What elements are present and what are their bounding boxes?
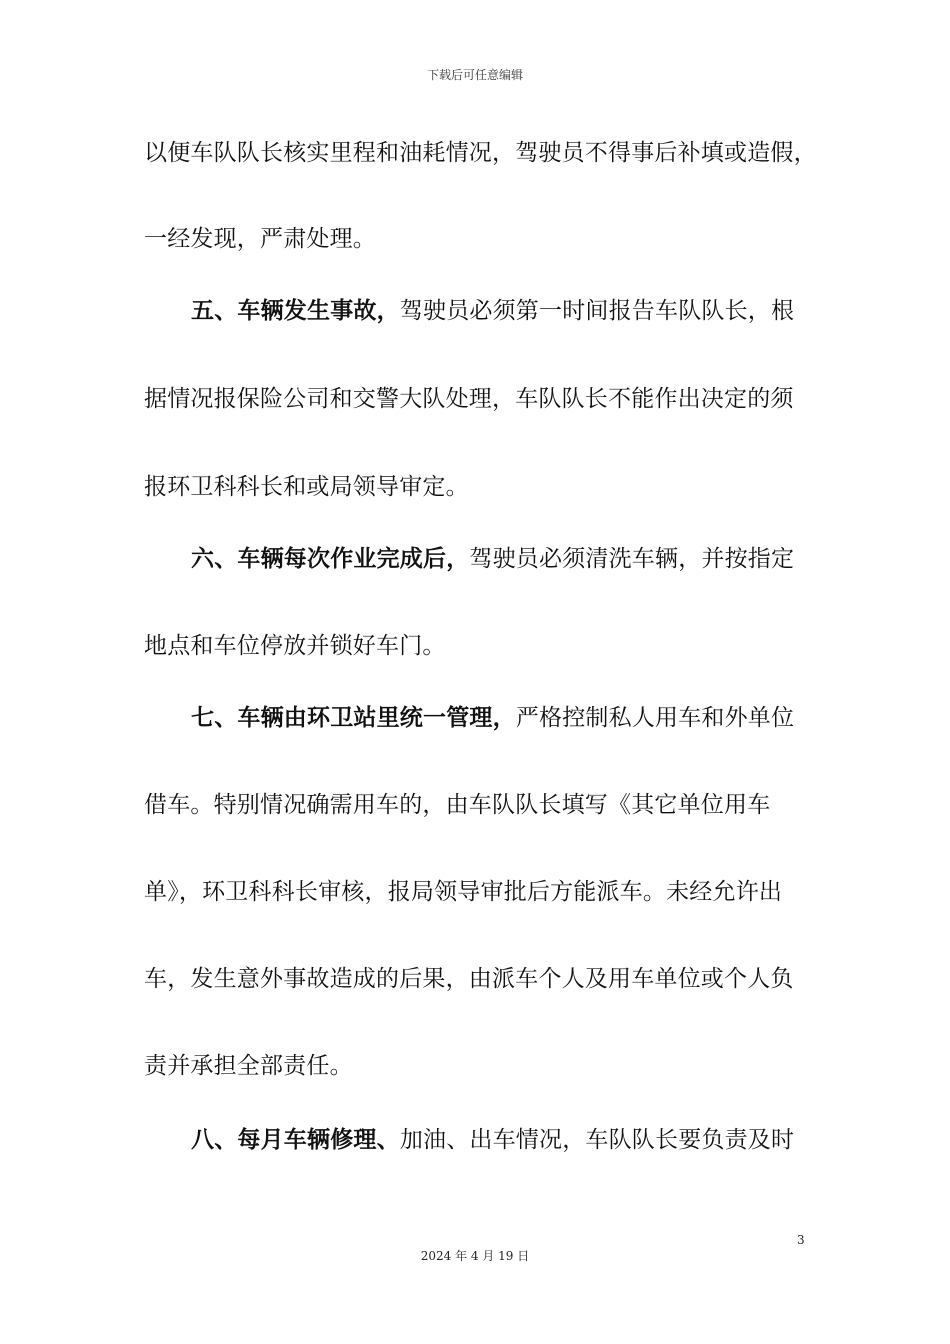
body-line — [144, 384, 794, 414]
body-line — [144, 224, 376, 254]
clause-heading: 五、车辆发生事故， — [191, 298, 400, 324]
body-line — [144, 138, 817, 168]
body-line — [144, 1051, 353, 1081]
clause-six-line — [191, 544, 794, 574]
line-text: 单》，环卫科科长审核，报局领导审批后方能派车。未经允许出 — [144, 879, 783, 905]
clause-heading: 七、车辆由环卫站里统一管理， — [191, 705, 516, 731]
body-line — [144, 964, 794, 994]
line-text: 严格控制私人用车和外单位 — [515, 705, 795, 731]
footer-date: 2024 年 4 月 19 日 — [420, 1249, 530, 1263]
line-text: 地点和车位停放并锁好车门。 — [144, 633, 446, 659]
line-text: 以便车队队长核实里程和油耗情况，驾驶员不得事后补填或造假， — [144, 140, 817, 166]
body-line — [144, 790, 770, 820]
clause-five-line — [191, 296, 794, 326]
clause-heading: 六、车辆每次作业完成后， — [191, 546, 470, 572]
line-text: 加油、出车情况，车队队长要负责及时 — [399, 1127, 795, 1153]
line-text: 借车。特别情况确需用车的，由车队队长填写《其它单位用车 — [144, 792, 771, 818]
line-text: 驾驶员必须第一时间报告车队队长，根 — [399, 298, 795, 324]
clause-heading: 八、每月车辆修理、 — [191, 1127, 400, 1153]
clause-seven-line — [191, 703, 794, 733]
line-text: 一经发现，严肃处理。 — [144, 226, 376, 252]
page-number: 3 — [797, 1233, 805, 1247]
body-line — [144, 631, 446, 661]
line-text: 据情况报保险公司和交警大队处理，车队队长不能作出决定的须 — [144, 386, 794, 412]
body-line — [144, 472, 469, 502]
line-text: 车，发生意外事故造成的后果，由派车个人及用车单位或个人负 — [144, 966, 794, 992]
line-text: 责并承担全部责任。 — [144, 1053, 353, 1079]
line-text: 报环卫科科长和或局领导审定。 — [144, 474, 469, 500]
clause-eight-line — [191, 1125, 794, 1155]
line-text: 驾驶员必须清洗车辆，并按指定 — [469, 546, 795, 572]
page-header: 下载后可任意编辑 — [426, 68, 523, 82]
body-line — [144, 877, 782, 907]
